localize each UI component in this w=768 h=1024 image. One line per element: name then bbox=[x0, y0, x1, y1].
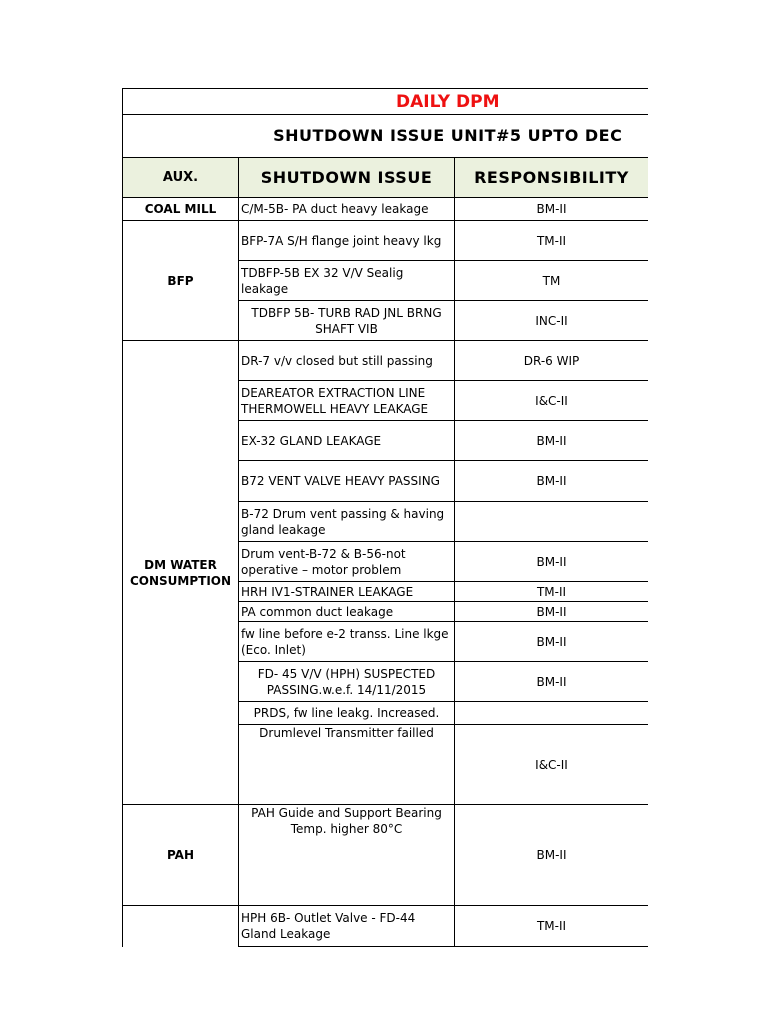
issue-cell: HRH IV1-STRAINER LEAKAGE bbox=[239, 582, 455, 602]
responsibility-cell: BM-II bbox=[455, 421, 649, 461]
responsibility-cell: BM-II bbox=[455, 622, 649, 662]
table-row bbox=[123, 341, 649, 381]
shutdown-issue-table bbox=[122, 88, 648, 947]
responsibility-cell bbox=[455, 502, 649, 542]
responsibility-cell: BM-II bbox=[455, 542, 649, 582]
title-row bbox=[123, 89, 649, 115]
issue-cell: B-72 Drum vent passing & having gland leakage bbox=[239, 502, 455, 542]
issue-cell: Drumlevel Transmitter failled bbox=[239, 725, 455, 805]
responsibility-cell: I&C-II bbox=[455, 381, 649, 421]
header-responsibility: RESPONSIBILITY bbox=[455, 158, 649, 198]
responsibility-cell: BM-II bbox=[455, 198, 649, 221]
responsibility-cell: TM-II bbox=[455, 906, 649, 947]
issue-cell: Drum vent-B-72 & B-56-not operative – motor problem bbox=[239, 542, 455, 582]
issue-cell: BFP-7A S/H flange joint heavy lkg bbox=[239, 221, 455, 261]
responsibility-cell bbox=[455, 702, 649, 725]
aux-empty bbox=[123, 906, 239, 947]
header-row bbox=[123, 158, 649, 198]
responsibility-cell: TM-II bbox=[455, 221, 649, 261]
issue-cell: fw line before e-2 transs. Line lkge (Eco. Inlet) bbox=[239, 622, 455, 662]
table-row bbox=[123, 906, 649, 947]
header-aux: AUX. bbox=[123, 158, 239, 198]
issue-cell: B72 VENT VALVE HEAVY PASSING bbox=[239, 461, 455, 502]
issue-cell: HPH 6B- Outlet Valve - FD-44 Gland Leakage bbox=[239, 906, 455, 947]
responsibility-cell: BM-II bbox=[455, 805, 649, 906]
sheet-title: DAILY DPM bbox=[123, 89, 649, 115]
aux-pah: PAH bbox=[123, 805, 239, 906]
aux-coal-mill: COAL MILL bbox=[123, 198, 239, 221]
issue-cell: PA common duct leakage bbox=[239, 602, 455, 622]
table-row bbox=[123, 805, 649, 906]
issue-cell: TDBFP 5B- TURB RAD JNL BRNG SHAFT VIB bbox=[239, 301, 455, 341]
responsibility-cell: BM-II bbox=[455, 602, 649, 622]
aux-dm-water-consumption: DM WATER CONSUMPTION bbox=[123, 341, 239, 805]
header-shutdown-issue: SHUTDOWN ISSUE bbox=[239, 158, 455, 198]
issue-cell: PRDS, fw line leakg. Increased. bbox=[239, 702, 455, 725]
issue-cell: DR-7 v/v closed but still passing bbox=[239, 341, 455, 381]
subtitle-row bbox=[123, 115, 649, 158]
spreadsheet-view bbox=[122, 88, 648, 952]
issue-cell: C/M-5B- PA duct heavy leakage bbox=[239, 198, 455, 221]
responsibility-cell: INC-II bbox=[455, 301, 649, 341]
responsibility-cell: I&C-II bbox=[455, 725, 649, 805]
issue-cell: EX-32 GLAND LEAKAGE bbox=[239, 421, 455, 461]
issue-cell: DEAREATOR EXTRACTION LINE THERMOWELL HEAVY LEAKAGE bbox=[239, 381, 455, 421]
issue-cell: TDBFP-5B EX 32 V/V Sealig leakage bbox=[239, 261, 455, 301]
responsibility-cell: TM bbox=[455, 261, 649, 301]
aux-bfp: BFP bbox=[123, 221, 239, 341]
responsibility-cell: TM-II bbox=[455, 582, 649, 602]
table-row bbox=[123, 198, 649, 221]
responsibility-cell: DR-6 WIP bbox=[455, 341, 649, 381]
sheet-subtitle: SHUTDOWN ISSUE UNIT#5 UPTO DEC bbox=[123, 115, 649, 158]
responsibility-cell: BM-II bbox=[455, 662, 649, 702]
responsibility-cell: BM-II bbox=[455, 461, 649, 502]
table-row bbox=[123, 221, 649, 261]
issue-cell: PAH Guide and Support Bearing Temp. higher 80°C bbox=[239, 805, 455, 906]
issue-cell: FD- 45 V/V (HPH) SUSPECTED PASSING.w.e.f. 14/11/2015 bbox=[239, 662, 455, 702]
